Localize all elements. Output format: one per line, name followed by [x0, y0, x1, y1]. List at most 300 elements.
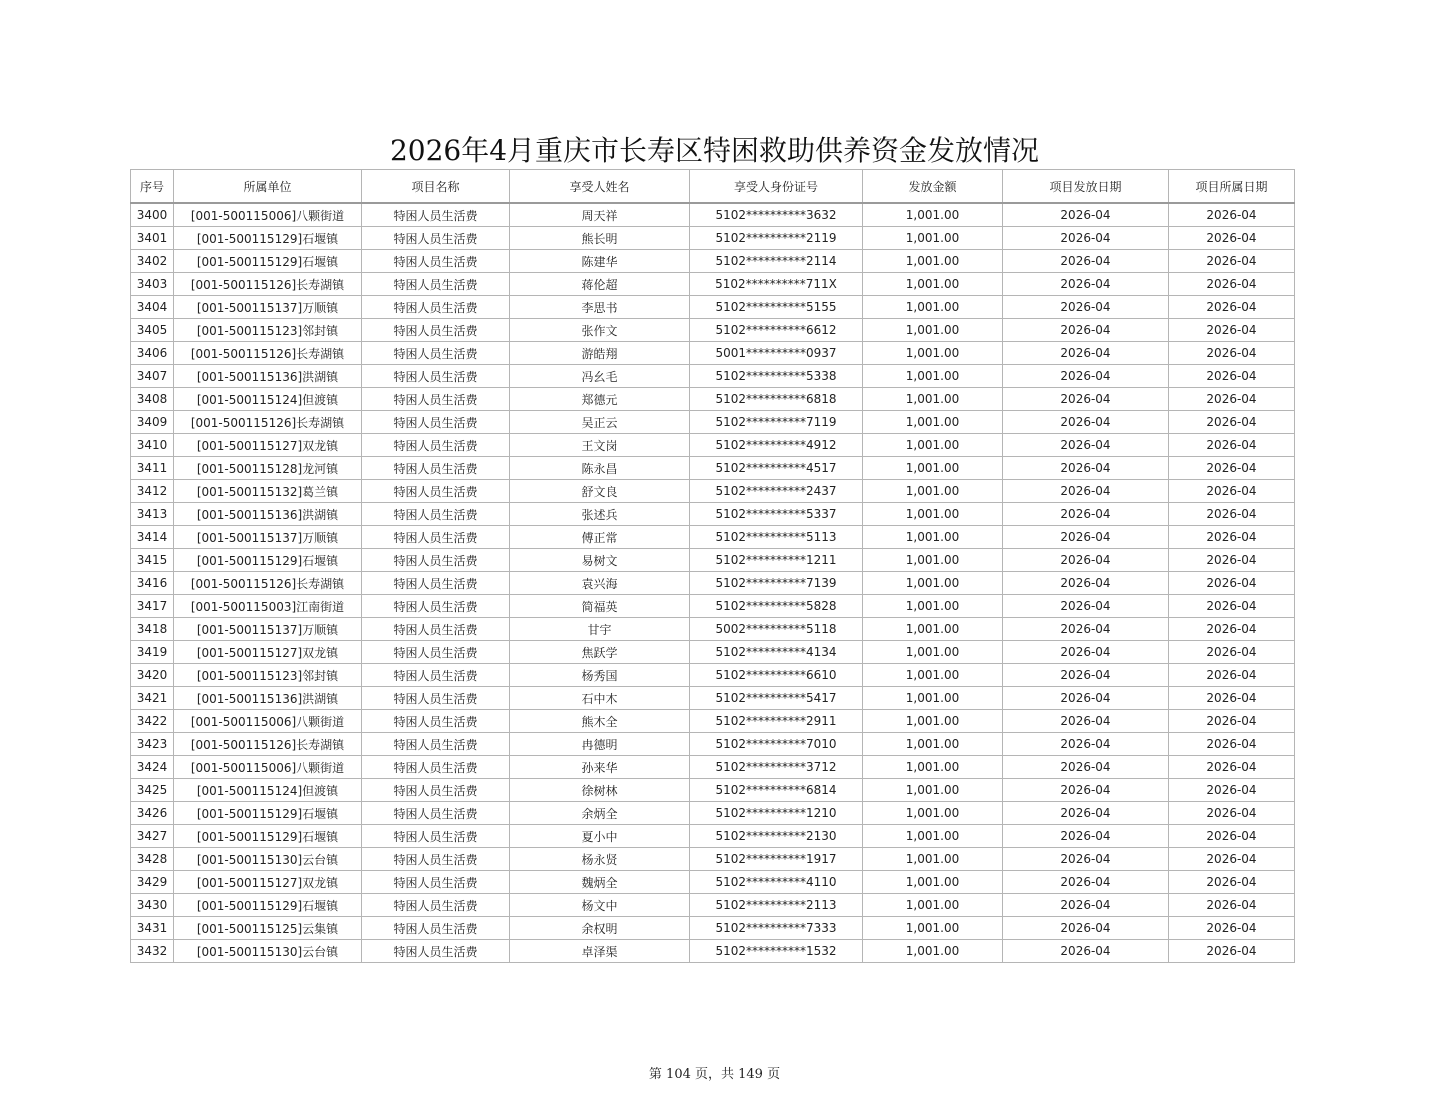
- cell-col-amount: 1,001.00: [863, 595, 1003, 618]
- cell-col-period-date: 2026-04: [1169, 203, 1295, 227]
- cell-col-id-number: 5102**********2119: [690, 227, 863, 250]
- cell-col-id-number: 5102**********1917: [690, 848, 863, 871]
- cell-col-amount: 1,001.00: [863, 296, 1003, 319]
- cell-col-recipient-name: 张作文: [510, 319, 690, 342]
- cell-col-id-number: 5102**********6612: [690, 319, 863, 342]
- cell-col-index: 3422: [131, 710, 174, 733]
- page-title: 2026年4月重庆市长寿区特困救助供养资金发放情况: [389, 134, 1040, 167]
- cell-col-id-number: 5102**********2130: [690, 825, 863, 848]
- cell-col-issue-date: 2026-04: [1003, 480, 1169, 503]
- cell-col-id-number: 5102**********4517: [690, 457, 863, 480]
- cell-col-period-date: 2026-04: [1169, 756, 1295, 779]
- cell-col-period-date: 2026-04: [1169, 296, 1295, 319]
- cell-col-period-date: 2026-04: [1169, 825, 1295, 848]
- cell-col-issue-date: 2026-04: [1003, 434, 1169, 457]
- payment-table: [130, 169, 1295, 963]
- cell-col-id-number: 5102**********5155: [690, 296, 863, 319]
- cell-col-unit: [001-500115136]洪湖镇: [174, 503, 362, 526]
- cell-col-id-number: 5002**********5118: [690, 618, 863, 641]
- cell-col-unit: [001-500115129]石堰镇: [174, 825, 362, 848]
- cell-col-amount: 1,001.00: [863, 894, 1003, 917]
- header-col-index: 序号: [131, 170, 174, 204]
- cell-col-amount: 1,001.00: [863, 434, 1003, 457]
- cell-col-amount: 1,001.00: [863, 572, 1003, 595]
- cell-col-amount: 1,001.00: [863, 687, 1003, 710]
- cell-col-period-date: 2026-04: [1169, 411, 1295, 434]
- cell-col-id-number: 5102**********6814: [690, 779, 863, 802]
- cell-col-index: 3409: [131, 411, 174, 434]
- cell-col-issue-date: 2026-04: [1003, 503, 1169, 526]
- cell-col-period-date: 2026-04: [1169, 894, 1295, 917]
- table-row: [131, 871, 1295, 894]
- cell-col-issue-date: 2026-04: [1003, 526, 1169, 549]
- cell-col-index: 3408: [131, 388, 174, 411]
- cell-col-recipient-name: 杨文中: [510, 894, 690, 917]
- cell-col-issue-date: 2026-04: [1003, 203, 1169, 227]
- cell-col-project: 特困人员生活费: [362, 825, 510, 848]
- cell-col-issue-date: 2026-04: [1003, 549, 1169, 572]
- cell-col-period-date: 2026-04: [1169, 480, 1295, 503]
- cell-col-unit: [001-500115129]石堰镇: [174, 250, 362, 273]
- cell-col-amount: 1,001.00: [863, 342, 1003, 365]
- table-row: [131, 710, 1295, 733]
- cell-col-issue-date: 2026-04: [1003, 319, 1169, 342]
- cell-col-issue-date: 2026-04: [1003, 227, 1169, 250]
- cell-col-amount: 1,001.00: [863, 526, 1003, 549]
- table-row: [131, 733, 1295, 756]
- table-row: [131, 388, 1295, 411]
- cell-col-period-date: 2026-04: [1169, 733, 1295, 756]
- cell-col-index: 3421: [131, 687, 174, 710]
- cell-col-period-date: 2026-04: [1169, 388, 1295, 411]
- table-row: [131, 687, 1295, 710]
- cell-col-project: 特困人员生活费: [362, 572, 510, 595]
- cell-col-unit: [001-500115136]洪湖镇: [174, 687, 362, 710]
- cell-col-id-number: 5102**********2437: [690, 480, 863, 503]
- cell-col-index: 3400: [131, 203, 174, 227]
- cell-col-unit: [001-500115123]邻封镇: [174, 319, 362, 342]
- cell-col-recipient-name: 熊木全: [510, 710, 690, 733]
- cell-col-amount: 1,001.00: [863, 457, 1003, 480]
- cell-col-recipient-name: 周天祥: [510, 203, 690, 227]
- cell-col-index: 3407: [131, 365, 174, 388]
- cell-col-project: 特困人员生活费: [362, 871, 510, 894]
- cell-col-id-number: 5102**********3712: [690, 756, 863, 779]
- cell-col-period-date: 2026-04: [1169, 618, 1295, 641]
- cell-col-id-number: 5102**********5338: [690, 365, 863, 388]
- cell-col-period-date: 2026-04: [1169, 250, 1295, 273]
- cell-col-index: 3428: [131, 848, 174, 871]
- cell-col-amount: 1,001.00: [863, 871, 1003, 894]
- cell-col-index: 3411: [131, 457, 174, 480]
- cell-col-unit: [001-500115124]但渡镇: [174, 779, 362, 802]
- cell-col-amount: 1,001.00: [863, 203, 1003, 227]
- cell-col-amount: 1,001.00: [863, 365, 1003, 388]
- cell-col-unit: [001-500115126]长寿湖镇: [174, 733, 362, 756]
- table-row: [131, 365, 1295, 388]
- cell-col-id-number: 5102**********5417: [690, 687, 863, 710]
- cell-col-amount: 1,001.00: [863, 227, 1003, 250]
- cell-col-project: 特困人员生活费: [362, 480, 510, 503]
- cell-col-amount: 1,001.00: [863, 549, 1003, 572]
- cell-col-project: 特困人员生活费: [362, 733, 510, 756]
- cell-col-index: 3410: [131, 434, 174, 457]
- cell-col-period-date: 2026-04: [1169, 365, 1295, 388]
- cell-col-unit: [001-500115130]云台镇: [174, 940, 362, 963]
- table-row: [131, 894, 1295, 917]
- cell-col-issue-date: 2026-04: [1003, 733, 1169, 756]
- cell-col-project: 特困人员生活费: [362, 641, 510, 664]
- cell-col-project: 特困人员生活费: [362, 549, 510, 572]
- table-body: [131, 203, 1295, 963]
- cell-col-recipient-name: 袁兴海: [510, 572, 690, 595]
- cell-col-unit: [001-500115125]云集镇: [174, 917, 362, 940]
- cell-col-period-date: 2026-04: [1169, 940, 1295, 963]
- table-row: [131, 549, 1295, 572]
- cell-col-recipient-name: 陈永昌: [510, 457, 690, 480]
- table-row: [131, 572, 1295, 595]
- page-footer: 第 104 页，共 149 页: [648, 1067, 781, 1082]
- cell-col-issue-date: 2026-04: [1003, 940, 1169, 963]
- cell-col-project: 特困人员生活费: [362, 273, 510, 296]
- cell-col-project: 特困人员生活费: [362, 802, 510, 825]
- cell-col-id-number: 5102**********1210: [690, 802, 863, 825]
- cell-col-issue-date: 2026-04: [1003, 871, 1169, 894]
- cell-col-recipient-name: 徐树林: [510, 779, 690, 802]
- header-col-recipient-name: 享受人姓名: [510, 170, 690, 204]
- cell-col-amount: 1,001.00: [863, 779, 1003, 802]
- cell-col-amount: 1,001.00: [863, 480, 1003, 503]
- cell-col-unit: [001-500115124]但渡镇: [174, 388, 362, 411]
- cell-col-period-date: 2026-04: [1169, 641, 1295, 664]
- cell-col-unit: [001-500115003]江南街道: [174, 595, 362, 618]
- cell-col-id-number: 5102**********7119: [690, 411, 863, 434]
- table-row: [131, 342, 1295, 365]
- cell-col-index: 3429: [131, 871, 174, 894]
- cell-col-id-number: 5102**********5337: [690, 503, 863, 526]
- cell-col-unit: [001-500115129]石堰镇: [174, 549, 362, 572]
- cell-col-id-number: 5102**********4110: [690, 871, 863, 894]
- cell-col-issue-date: 2026-04: [1003, 825, 1169, 848]
- cell-col-id-number: 5102**********7010: [690, 733, 863, 756]
- cell-col-amount: 1,001.00: [863, 664, 1003, 687]
- cell-col-period-date: 2026-04: [1169, 342, 1295, 365]
- cell-col-project: 特困人员生活费: [362, 664, 510, 687]
- cell-col-issue-date: 2026-04: [1003, 595, 1169, 618]
- cell-col-index: 3412: [131, 480, 174, 503]
- cell-col-id-number: 5102**********6818: [690, 388, 863, 411]
- cell-col-id-number: 5001**********0937: [690, 342, 863, 365]
- table-row: [131, 526, 1295, 549]
- table-row: [131, 756, 1295, 779]
- cell-col-period-date: 2026-04: [1169, 595, 1295, 618]
- cell-col-id-number: 5102**********711X: [690, 273, 863, 296]
- cell-col-project: 特困人员生活费: [362, 848, 510, 871]
- cell-col-recipient-name: 王文岗: [510, 434, 690, 457]
- cell-col-recipient-name: 冉德明: [510, 733, 690, 756]
- cell-col-project: 特困人员生活费: [362, 687, 510, 710]
- cell-col-index: 3417: [131, 595, 174, 618]
- cell-col-period-date: 2026-04: [1169, 434, 1295, 457]
- table-row: [131, 480, 1295, 503]
- table-row: [131, 296, 1295, 319]
- cell-col-issue-date: 2026-04: [1003, 664, 1169, 687]
- cell-col-amount: 1,001.00: [863, 917, 1003, 940]
- cell-col-project: 特困人员生活费: [362, 296, 510, 319]
- cell-col-period-date: 2026-04: [1169, 572, 1295, 595]
- cell-col-unit: [001-500115126]长寿湖镇: [174, 411, 362, 434]
- cell-col-amount: 1,001.00: [863, 503, 1003, 526]
- cell-col-unit: [001-500115006]八颗街道: [174, 203, 362, 227]
- cell-col-issue-date: 2026-04: [1003, 250, 1169, 273]
- cell-col-unit: [001-500115130]云台镇: [174, 848, 362, 871]
- table-row: [131, 848, 1295, 871]
- cell-col-unit: [001-500115127]双龙镇: [174, 871, 362, 894]
- cell-col-unit: [001-500115123]邻封镇: [174, 664, 362, 687]
- cell-col-issue-date: 2026-04: [1003, 296, 1169, 319]
- cell-col-unit: [001-500115136]洪湖镇: [174, 365, 362, 388]
- cell-col-unit: [001-500115129]石堰镇: [174, 802, 362, 825]
- cell-col-recipient-name: 冯幺毛: [510, 365, 690, 388]
- header-col-issue-date: 项目发放日期: [1003, 170, 1169, 204]
- cell-col-index: 3420: [131, 664, 174, 687]
- cell-col-recipient-name: 李思书: [510, 296, 690, 319]
- cell-col-project: 特困人员生活费: [362, 434, 510, 457]
- cell-col-index: 3418: [131, 618, 174, 641]
- cell-col-index: 3425: [131, 779, 174, 802]
- cell-col-issue-date: 2026-04: [1003, 802, 1169, 825]
- cell-col-unit: [001-500115006]八颗街道: [174, 710, 362, 733]
- cell-col-project: 特困人员生活费: [362, 411, 510, 434]
- cell-col-recipient-name: 余权明: [510, 917, 690, 940]
- cell-col-unit: [001-500115006]八颗街道: [174, 756, 362, 779]
- cell-col-recipient-name: 卓泽渠: [510, 940, 690, 963]
- cell-col-amount: 1,001.00: [863, 710, 1003, 733]
- cell-col-period-date: 2026-04: [1169, 526, 1295, 549]
- cell-col-index: 3403: [131, 273, 174, 296]
- cell-col-project: 特困人员生活费: [362, 756, 510, 779]
- table-row: [131, 641, 1295, 664]
- cell-col-recipient-name: 孙来华: [510, 756, 690, 779]
- cell-col-id-number: 5102**********6610: [690, 664, 863, 687]
- cell-col-index: 3430: [131, 894, 174, 917]
- header-col-period-date: 项目所属日期: [1169, 170, 1295, 204]
- cell-col-index: 3416: [131, 572, 174, 595]
- cell-col-index: 3404: [131, 296, 174, 319]
- cell-col-recipient-name: 焦跃学: [510, 641, 690, 664]
- cell-col-issue-date: 2026-04: [1003, 457, 1169, 480]
- cell-col-id-number: 5102**********4134: [690, 641, 863, 664]
- cell-col-recipient-name: 甘宇: [510, 618, 690, 641]
- cell-col-amount: 1,001.00: [863, 411, 1003, 434]
- cell-col-id-number: 5102**********7139: [690, 572, 863, 595]
- cell-col-amount: 1,001.00: [863, 848, 1003, 871]
- cell-col-id-number: 5102**********2114: [690, 250, 863, 273]
- cell-col-project: 特困人员生活费: [362, 503, 510, 526]
- cell-col-project: 特困人员生活费: [362, 940, 510, 963]
- cell-col-recipient-name: 郑德元: [510, 388, 690, 411]
- cell-col-unit: [001-500115127]双龙镇: [174, 434, 362, 457]
- cell-col-recipient-name: 熊长明: [510, 227, 690, 250]
- cell-col-issue-date: 2026-04: [1003, 894, 1169, 917]
- cell-col-project: 特困人员生活费: [362, 342, 510, 365]
- cell-col-id-number: 5102**********3632: [690, 203, 863, 227]
- cell-col-period-date: 2026-04: [1169, 549, 1295, 572]
- cell-col-index: 3431: [131, 917, 174, 940]
- table-row: [131, 411, 1295, 434]
- cell-col-amount: 1,001.00: [863, 802, 1003, 825]
- table-row: [131, 940, 1295, 963]
- cell-col-amount: 1,001.00: [863, 250, 1003, 273]
- cell-col-id-number: 5102**********2911: [690, 710, 863, 733]
- cell-col-project: 特困人员生活费: [362, 710, 510, 733]
- table-header-row: [131, 170, 1295, 204]
- cell-col-period-date: 2026-04: [1169, 802, 1295, 825]
- table-row: [131, 618, 1295, 641]
- cell-col-period-date: 2026-04: [1169, 664, 1295, 687]
- cell-col-issue-date: 2026-04: [1003, 365, 1169, 388]
- cell-col-period-date: 2026-04: [1169, 871, 1295, 894]
- table-row: [131, 227, 1295, 250]
- cell-col-index: 3401: [131, 227, 174, 250]
- cell-col-id-number: 5102**********5828: [690, 595, 863, 618]
- cell-col-unit: [001-500115126]长寿湖镇: [174, 342, 362, 365]
- cell-col-id-number: 5102**********2113: [690, 894, 863, 917]
- cell-col-amount: 1,001.00: [863, 940, 1003, 963]
- cell-col-period-date: 2026-04: [1169, 779, 1295, 802]
- cell-col-id-number: 5102**********5113: [690, 526, 863, 549]
- cell-col-unit: [001-500115126]长寿湖镇: [174, 273, 362, 296]
- cell-col-recipient-name: 简福英: [510, 595, 690, 618]
- table-row: [131, 250, 1295, 273]
- table-row: [131, 434, 1295, 457]
- cell-col-recipient-name: 石中木: [510, 687, 690, 710]
- table-row: [131, 273, 1295, 296]
- cell-col-project: 特困人员生活费: [362, 365, 510, 388]
- cell-col-id-number: 5102**********1532: [690, 940, 863, 963]
- cell-col-recipient-name: 蒋伦超: [510, 273, 690, 296]
- cell-col-index: 3402: [131, 250, 174, 273]
- cell-col-amount: 1,001.00: [863, 388, 1003, 411]
- header-col-unit: 所属单位: [174, 170, 362, 204]
- cell-col-index: 3432: [131, 940, 174, 963]
- cell-col-project: 特困人员生活费: [362, 917, 510, 940]
- cell-col-project: 特困人员生活费: [362, 388, 510, 411]
- cell-col-unit: [001-500115137]万顺镇: [174, 618, 362, 641]
- table-row: [131, 203, 1295, 227]
- table-row: [131, 779, 1295, 802]
- cell-col-recipient-name: 陈建华: [510, 250, 690, 273]
- cell-col-unit: [001-500115127]双龙镇: [174, 641, 362, 664]
- cell-col-index: 3415: [131, 549, 174, 572]
- cell-col-recipient-name: 傅正常: [510, 526, 690, 549]
- cell-col-index: 3427: [131, 825, 174, 848]
- cell-col-unit: [001-500115126]长寿湖镇: [174, 572, 362, 595]
- cell-col-issue-date: 2026-04: [1003, 388, 1169, 411]
- cell-col-project: 特困人员生活费: [362, 618, 510, 641]
- cell-col-recipient-name: 易树文: [510, 549, 690, 572]
- cell-col-unit: [001-500115129]石堰镇: [174, 227, 362, 250]
- cell-col-project: 特困人员生活费: [362, 779, 510, 802]
- cell-col-unit: [001-500115137]万顺镇: [174, 526, 362, 549]
- table-row: [131, 319, 1295, 342]
- cell-col-index: 3414: [131, 526, 174, 549]
- cell-col-unit: [001-500115137]万顺镇: [174, 296, 362, 319]
- cell-col-index: 3426: [131, 802, 174, 825]
- cell-col-recipient-name: 魏炳全: [510, 871, 690, 894]
- cell-col-amount: 1,001.00: [863, 641, 1003, 664]
- cell-col-period-date: 2026-04: [1169, 273, 1295, 296]
- table-row: [131, 664, 1295, 687]
- cell-col-project: 特困人员生活费: [362, 526, 510, 549]
- cell-col-recipient-name: 余炳全: [510, 802, 690, 825]
- table-row: [131, 503, 1295, 526]
- cell-col-issue-date: 2026-04: [1003, 779, 1169, 802]
- cell-col-period-date: 2026-04: [1169, 503, 1295, 526]
- header-col-amount: 发放金额: [863, 170, 1003, 204]
- cell-col-unit: [001-500115132]葛兰镇: [174, 480, 362, 503]
- cell-col-id-number: 5102**********4912: [690, 434, 863, 457]
- cell-col-amount: 1,001.00: [863, 733, 1003, 756]
- cell-col-issue-date: 2026-04: [1003, 756, 1169, 779]
- cell-col-recipient-name: 杨永贤: [510, 848, 690, 871]
- cell-col-period-date: 2026-04: [1169, 687, 1295, 710]
- cell-col-index: 3406: [131, 342, 174, 365]
- header-col-id-number: 享受人身份证号: [690, 170, 863, 204]
- table-row: [131, 825, 1295, 848]
- table-row: [131, 457, 1295, 480]
- cell-col-issue-date: 2026-04: [1003, 710, 1169, 733]
- cell-col-project: 特困人员生活费: [362, 595, 510, 618]
- cell-col-period-date: 2026-04: [1169, 710, 1295, 733]
- cell-col-amount: 1,001.00: [863, 273, 1003, 296]
- cell-col-amount: 1,001.00: [863, 319, 1003, 342]
- cell-col-period-date: 2026-04: [1169, 227, 1295, 250]
- cell-col-period-date: 2026-04: [1169, 848, 1295, 871]
- cell-col-index: 3423: [131, 733, 174, 756]
- cell-col-unit: [001-500115129]石堰镇: [174, 894, 362, 917]
- cell-col-period-date: 2026-04: [1169, 917, 1295, 940]
- cell-col-recipient-name: 舒文良: [510, 480, 690, 503]
- table-row: [131, 917, 1295, 940]
- cell-col-unit: [001-500115128]龙河镇: [174, 457, 362, 480]
- cell-col-issue-date: 2026-04: [1003, 641, 1169, 664]
- cell-col-project: 特困人员生活费: [362, 227, 510, 250]
- table-row: [131, 595, 1295, 618]
- cell-col-issue-date: 2026-04: [1003, 342, 1169, 365]
- cell-col-project: 特困人员生活费: [362, 894, 510, 917]
- cell-col-id-number: 5102**********1211: [690, 549, 863, 572]
- cell-col-issue-date: 2026-04: [1003, 848, 1169, 871]
- cell-col-project: 特困人员生活费: [362, 457, 510, 480]
- cell-col-issue-date: 2026-04: [1003, 687, 1169, 710]
- cell-col-amount: 1,001.00: [863, 618, 1003, 641]
- cell-col-index: 3424: [131, 756, 174, 779]
- cell-col-index: 3413: [131, 503, 174, 526]
- cell-col-recipient-name: 夏小中: [510, 825, 690, 848]
- cell-col-recipient-name: 吴正云: [510, 411, 690, 434]
- cell-col-index: 3405: [131, 319, 174, 342]
- cell-col-recipient-name: 杨秀国: [510, 664, 690, 687]
- cell-col-period-date: 2026-04: [1169, 319, 1295, 342]
- cell-col-period-date: 2026-04: [1169, 457, 1295, 480]
- cell-col-recipient-name: 张述兵: [510, 503, 690, 526]
- cell-col-amount: 1,001.00: [863, 825, 1003, 848]
- cell-col-project: 特困人员生活费: [362, 250, 510, 273]
- cell-col-project: 特困人员生活费: [362, 203, 510, 227]
- cell-col-issue-date: 2026-04: [1003, 917, 1169, 940]
- cell-col-id-number: 5102**********7333: [690, 917, 863, 940]
